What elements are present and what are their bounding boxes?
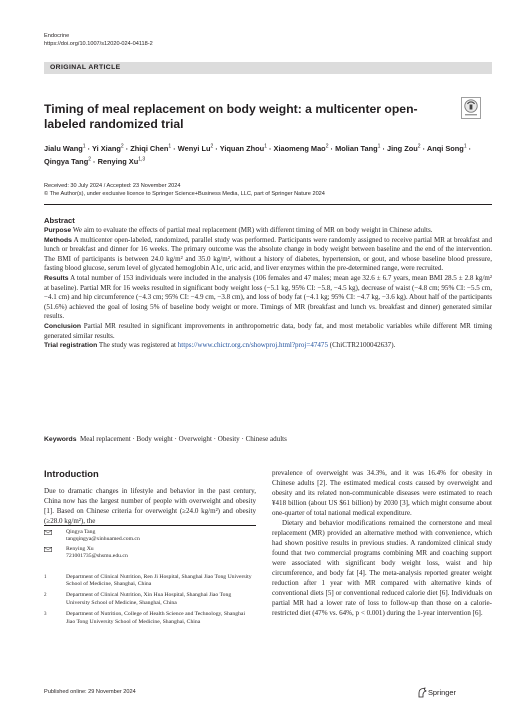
abstract-heading: Abstract bbox=[44, 216, 75, 225]
author[interactable]: Yi Xiang$^2$ bbox=[91, 144, 124, 154]
intro-left-column bbox=[44, 486, 256, 526]
trial-registry-link[interactable]: https://www.chictr.org.cn/showproj.html?proj=47475 bbox=[177, 341, 328, 350]
envelope-icon bbox=[44, 530, 52, 535]
author[interactable]: Xiaomeng Mao$^2$ bbox=[273, 144, 329, 154]
affiliation: 3 Department of Nutrition, College of Health Science and Technology, Shanghai Jiao Tong University School of Medicine, Shanghai, China bbox=[44, 611, 246, 625]
footnote-divider bbox=[44, 525, 256, 526]
correspondence-entry bbox=[44, 529, 254, 544]
correspondent-name: Qingya Tang bbox=[66, 529, 96, 535]
copyright-notice: © The Author(s), under exclusive licence to Springer Science+Business Media, LLC, part of Springer Nature 2024 bbox=[44, 191, 325, 197]
abstract-results: Results A total number of 153 individuals were included in the analysis (106 females and 47 males; mean age 32.6 ± 6.7 years, mean BMI 28.5 ± 2.8 kg/m² at baseline). Partial MR for 16 weeks resulted in significant body weight loss (−5.1 kg, 95% CI: −5.8, −4.5 kg), decrease of waist (−4.8 cm; 95% CI: −5.5 cm, −4.1 cm) and hip circumference (−4.3 cm; 95% CI: −4.9 cm, −3.8 cm), and loss of body fat (−4.1 kg; 95% CI: −4.7 kg, −3.6 kg). About half of the participants (51.6%) achieved the goal of losing 5% of baseline body weight or more. Timings of MR (breakfast and lunch vs. breakfast and dinner) generated similar results. bbox=[44, 273, 492, 321]
intro-paragraph: Due to dramatic changes in lifestyle and behavior in the past century, China now has the largest number of people with overweight and obesity [1]. Based on Chinese criteria for overweight (≥24.0 kg/m²) and obesity (≥28.0 kg/m²), the bbox=[44, 487, 256, 525]
author[interactable]: Wenyi Lu$^2$ bbox=[177, 144, 214, 154]
author[interactable]: Yiquan Zhou$^1$ bbox=[219, 144, 267, 154]
doi-link[interactable]: https://doi.org/10.1007/s12020-024-04118-2 bbox=[44, 41, 153, 47]
abstract-purpose: Purpose We aim to evaluate the effects of partial meal replacement (MR) with different timing of MR on body weight in Chinese adults. bbox=[44, 226, 433, 234]
affiliation: 1 Department of Clinical Nutrition, Ren Ji Hospital, Shanghai Jiao Tong University School of Medicine, Shanghai, China bbox=[44, 573, 252, 588]
author[interactable]: Jing Zou$^2$ bbox=[386, 144, 421, 154]
intro-paragraph: Dietary and behavior modifications remained the cornerstone and meal replacement (MR) provided an alternative method with convenience, which had shown positive results in previous studies. A randomized clinical study found that two commercial programs combining MR and coaching support were associated with significant body weight loss, waist and hip circumference, and body fat [4]. The meta-analysis reported greater weight reduction after 1 year with MR compared with alternative kinds of conventional diets [5] or conventional reduced calorie diet [6]. Individuals on partial MR had a lower rate of loss to follow-up than those on a calorie-restricted diet (47% vs. 64%, p < 0.001) during the 1-year intervention [6]. bbox=[272, 519, 492, 617]
received-accepted-dates: Received: 30 July 2024 / Accepted: 23 November 2024 bbox=[44, 183, 181, 189]
introduction-heading: Introduction bbox=[44, 468, 99, 479]
intro-right-column bbox=[272, 468, 492, 618]
author[interactable]: Jialu Wang$^1$ bbox=[44, 144, 86, 154]
article-title: Timing of meal replacement on body weight: a multicenter open-labeled randomized trial bbox=[44, 102, 418, 131]
correspondent-email[interactable]: 721001735@shsmu.edu.cn bbox=[66, 553, 128, 560]
springer-horse-logo-icon bbox=[417, 687, 427, 698]
published-online-date: Published online: 29 November 2024 bbox=[44, 689, 136, 695]
author[interactable]: Molian Tang$^1$ bbox=[335, 144, 381, 154]
crossmark-check-updates-icon[interactable] bbox=[461, 97, 481, 119]
article-type-label: ORIGINAL ARTICLE bbox=[50, 64, 121, 71]
intro-paragraph: prevalence of overweight was 34.3%, and it was 16.4% for obesity in Chinese adults [2]. The estimated medical costs caused by overweight and obesity and its related non-communicable diseases were estimated to reach ¥418 billion (about US $61 billion) by 2030 [3], which might consume about one-quarter of total national medical expenditure. bbox=[272, 469, 492, 517]
envelope-icon bbox=[44, 547, 52, 552]
correspondent-email[interactable]: tangqingya@xinhuamed.com.cn bbox=[66, 536, 140, 543]
author[interactable]: Qingya Tang$^2$ bbox=[44, 156, 91, 167]
affiliation: 2 Department of Clinical Nutrition, Xin Hua Hospital, Shanghai Jiao Tong University School of Medicine, Shanghai, China bbox=[44, 592, 232, 606]
correspondent-name: Renying Xu bbox=[66, 545, 94, 552]
abstract-trial-registration: Trial registration The study was registered at https://www.chictr.org.cn/showproj.html?proj=47475 (ChiCTR2100042637). bbox=[44, 341, 396, 350]
abstract-methods: Methods A multicenter open-labeled, randomized, parallel study was performed. Participants were randomly assigned to receive partial MR at breakfast and lunch or breakfast and dinner for 16 weeks. The primary outcome was the absolute change in body weight between baseline and the end of the intervention. The BMI of participants is between 24.0 kg/m² and 35.0 kg/m², without a history of diabetes, hypertension, or gout, and whose baseline blood pressure, fasting blood glucose, serum level of glycated hemoglobin A1c, uric acid, and liver enzymes within the pre-determined range, were recruited. bbox=[44, 235, 493, 273]
keywords: Keywords Meal replacement · Body weight · Overweight · Obesity · Chinese adults bbox=[44, 435, 287, 443]
publisher-name: Springer bbox=[428, 688, 456, 697]
author-list: Jialu Wang$^1$ · Yi Xiang$^2$ · Zhiqi Chen$^1$ · Wenyi $Lu^2$ · Yiquan Zhou$^1$ · Xiaomeng Mao$^2$ · Molian Tang$^1$ · Jing Zou$^2$ · Anqi Song$^1$ · Qingya Tang$^2$ · Renying Xu$^{1,3}$ bbox=[44, 144, 472, 167]
footnotes bbox=[44, 529, 254, 630]
author[interactable]: Renying Xu$^{1,3}$ bbox=[97, 156, 146, 167]
article-type-band bbox=[44, 62, 492, 74]
author[interactable]: Anqi Song$^1$ bbox=[426, 144, 467, 154]
author[interactable]: Zhiqi Chen$^1$ bbox=[130, 144, 172, 154]
journal-name: Endocrine bbox=[44, 33, 70, 39]
divider bbox=[44, 204, 492, 205]
correspondence-entry bbox=[44, 546, 254, 561]
abstract-conclusion: Conclusion Partial MR resulted in significant improvements in anthropometric data, body fat, and most metabolic variables while different MR timing generated similar results. bbox=[44, 321, 492, 340]
abstract-body bbox=[44, 226, 492, 351]
